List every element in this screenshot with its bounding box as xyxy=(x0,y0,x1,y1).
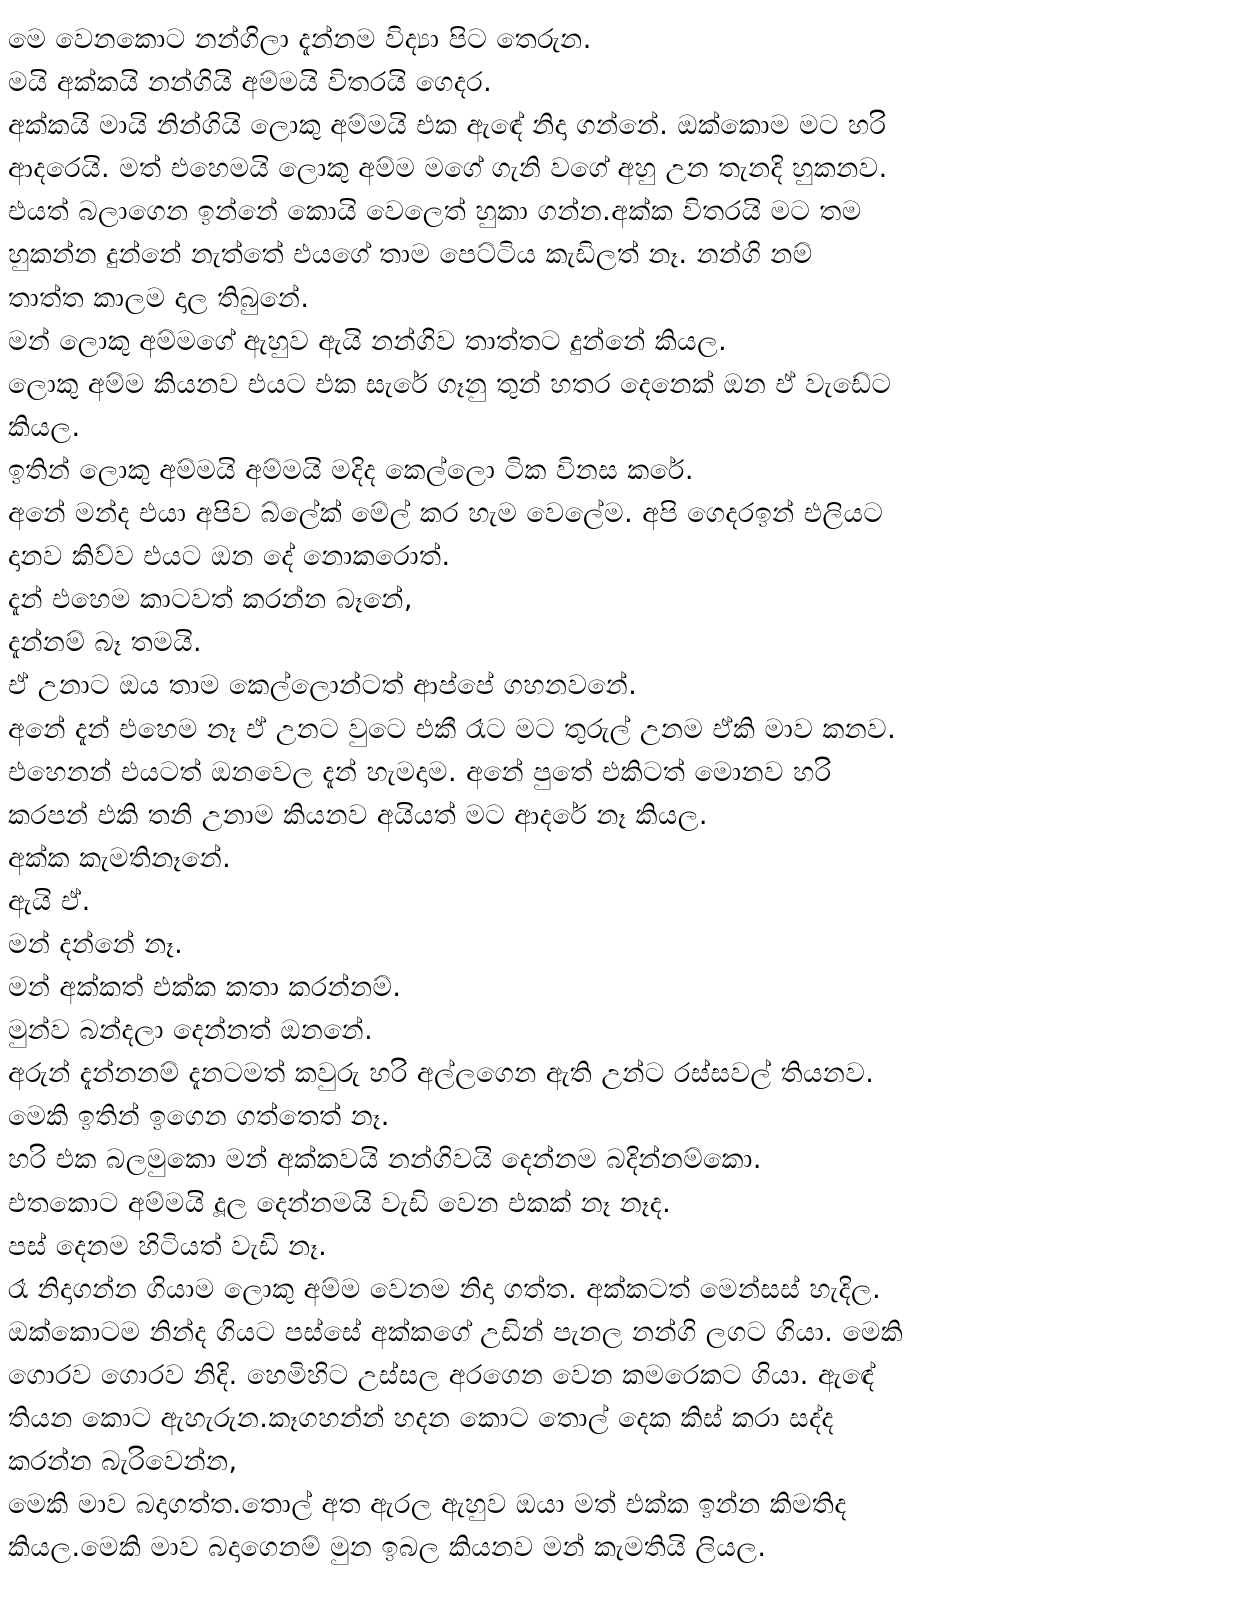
text-line: එයත් බලාගෙන ඉන්නේ කොයි වෙලෙත් හුකා ගන්න.අක්ක විතරයි මට තම xyxy=(8,196,862,228)
text-line: එහෙනන් එයටත් ඔනවෙල දැන් හැමදාම. අනේ පුතේ එකිටත් මොනව හරි xyxy=(8,756,832,788)
text-line: පස් දෙනම හිටියත් වැඩි නෑ. xyxy=(8,1230,328,1262)
text-line: මයි අක්කයි නන්ගියි අම්මයි විතරයි ගෙදර. xyxy=(8,67,493,99)
text-line: ඔක්කොටම නින්ද ගියට පස්සේ අක්කගේ උඩින් පැනල නන්ගි ලගට ගියා. මෙකි xyxy=(8,1316,904,1348)
text-line: කරන්න බැරිවෙන්න, xyxy=(8,1446,238,1478)
text-line: අරුන් දැන්නනම් දැනටමත් කවුරු හරි අල්ලගෙන ඇති උන්ට රස්සවල් තියනව. xyxy=(8,1058,875,1090)
text-line: හරි එක බලමුකො මන් අක්කවයි නන්ගිවයි දෙන්නම බදින්නම්කො. xyxy=(8,1144,762,1176)
text-line: කියල.මෙකි මාව බදාගෙනම් මුන ඉබල කියනව මන් කැමතියි ලියල. xyxy=(8,1532,767,1564)
text-line: ලොකු අම්ම කියනව එයට එක සැරේ ගෑනු තුන් හතර දෙනෙක් ඔන ඒ වැඩේට xyxy=(8,368,892,400)
text-line: අනේ මන්ද එයා අපිව බ්ලේක් මේල් කර හැම වෙලේම. අපි ගෙදරඉන් එලියට xyxy=(8,498,884,530)
text-line: මුන්ව බන්දලා දෙන්නත් ඔනනේ. xyxy=(8,1015,374,1047)
text-line: අක්ක කැමතිනෑනේ. xyxy=(8,842,232,874)
text-line: මන් ලොකු අම්මගේ ඇහුව ඇයි නන්ගිව තාත්තට දුන්නේ කියල. xyxy=(8,325,728,357)
text-line: මන් අක්කත් එක්ක කතා කරන්නම්. xyxy=(8,972,402,1004)
text-line: එතකොට අම්මයි දූල දෙන්නමයි වැඩි වෙන එකක් නෑ නෑද. xyxy=(8,1187,672,1219)
text-line: අක්කයි මායි නින්ගියි ලොකු අම්මයි එක ඇඳේ නිදා ගන්නේ. ඔක්කොම මට හරි xyxy=(8,110,887,142)
text-line: මෙකි මාව බදාගත්ත.තොල් අත ඇරල ඇහුව ඔයා මත් එක්ක ඉන්න කිමතිද xyxy=(8,1489,847,1521)
text-line: තියන කොට ඇහැරුන.කෑගහන්න් හදන කොට තොල් දෙක කිස් කරා සද්ද xyxy=(8,1403,834,1434)
text-line: අනේ දැන් එහෙම නෑ ඒ උනට වුටෙ එකී රෑට මට තුරුල් උනම ඒකි මාව කනව. xyxy=(8,713,897,745)
text-line: දැන් එහෙම කාටවත් කරන්න බෑනේ, xyxy=(8,584,413,616)
text-line: මෙ වෙනකොට නන්ගිලා දැන්නම විද්‍යා පිට තෙරුන. xyxy=(8,24,592,55)
text-line: කරපන් එකි තනි උනාම කියනව අයියත් මට ආදරේ නෑ කියල. xyxy=(8,799,708,831)
text-line: මෙකි ඉතින් ඉගෙන ගත්තෙත් නෑ. xyxy=(8,1101,390,1133)
text-line: ඒ උනාට ඔය තාම කෙල්ලොන්ටත් ආප්පේ ගහනවනේ. xyxy=(8,670,638,702)
text-line: දැන්නම් බෑ තමයි. xyxy=(8,627,203,659)
text-line: රෑ නිදාගන්න ගියාම ලොකු අම්ම වෙනම නිදා ගත්ත. අක්කටත් මෙන්සස් හැදිල. xyxy=(8,1273,882,1305)
text-line: ඇයි ඒ. xyxy=(8,885,91,917)
text-line: කියල. xyxy=(8,411,81,443)
text-line: ඉතින් ලොකු අම්මයි අම්මයි මදිද කෙල්ලො ටික විනස කරේ. xyxy=(8,454,694,486)
text-line: මන් දන්නේ නෑ. xyxy=(8,928,184,960)
text-line: දානව කිව්ව එයට ඔන දේ නොකරොත්. xyxy=(8,541,451,573)
text-line: ආදරෙයි. මත් එහෙමයි ලොකු අම්ම මගේ ගැනි වගේ අහු උන තැනදි හුකනව. xyxy=(8,153,888,185)
text-line: ගොරව ගොරව නිදි. හෙමිහිට උස්සල අරගෙන වෙන කමරෙකට ගියා. ඇඳේ xyxy=(8,1359,875,1391)
text-line: හුකන්න දුන්නේ නැත්තේ එයගේ තාම පෙට්ටිය කැඩිලත් නෑ. නන්ගි නම් xyxy=(8,239,813,271)
text-line: තාත්ත කාලම දාල තිබුනේ. xyxy=(8,282,310,314)
